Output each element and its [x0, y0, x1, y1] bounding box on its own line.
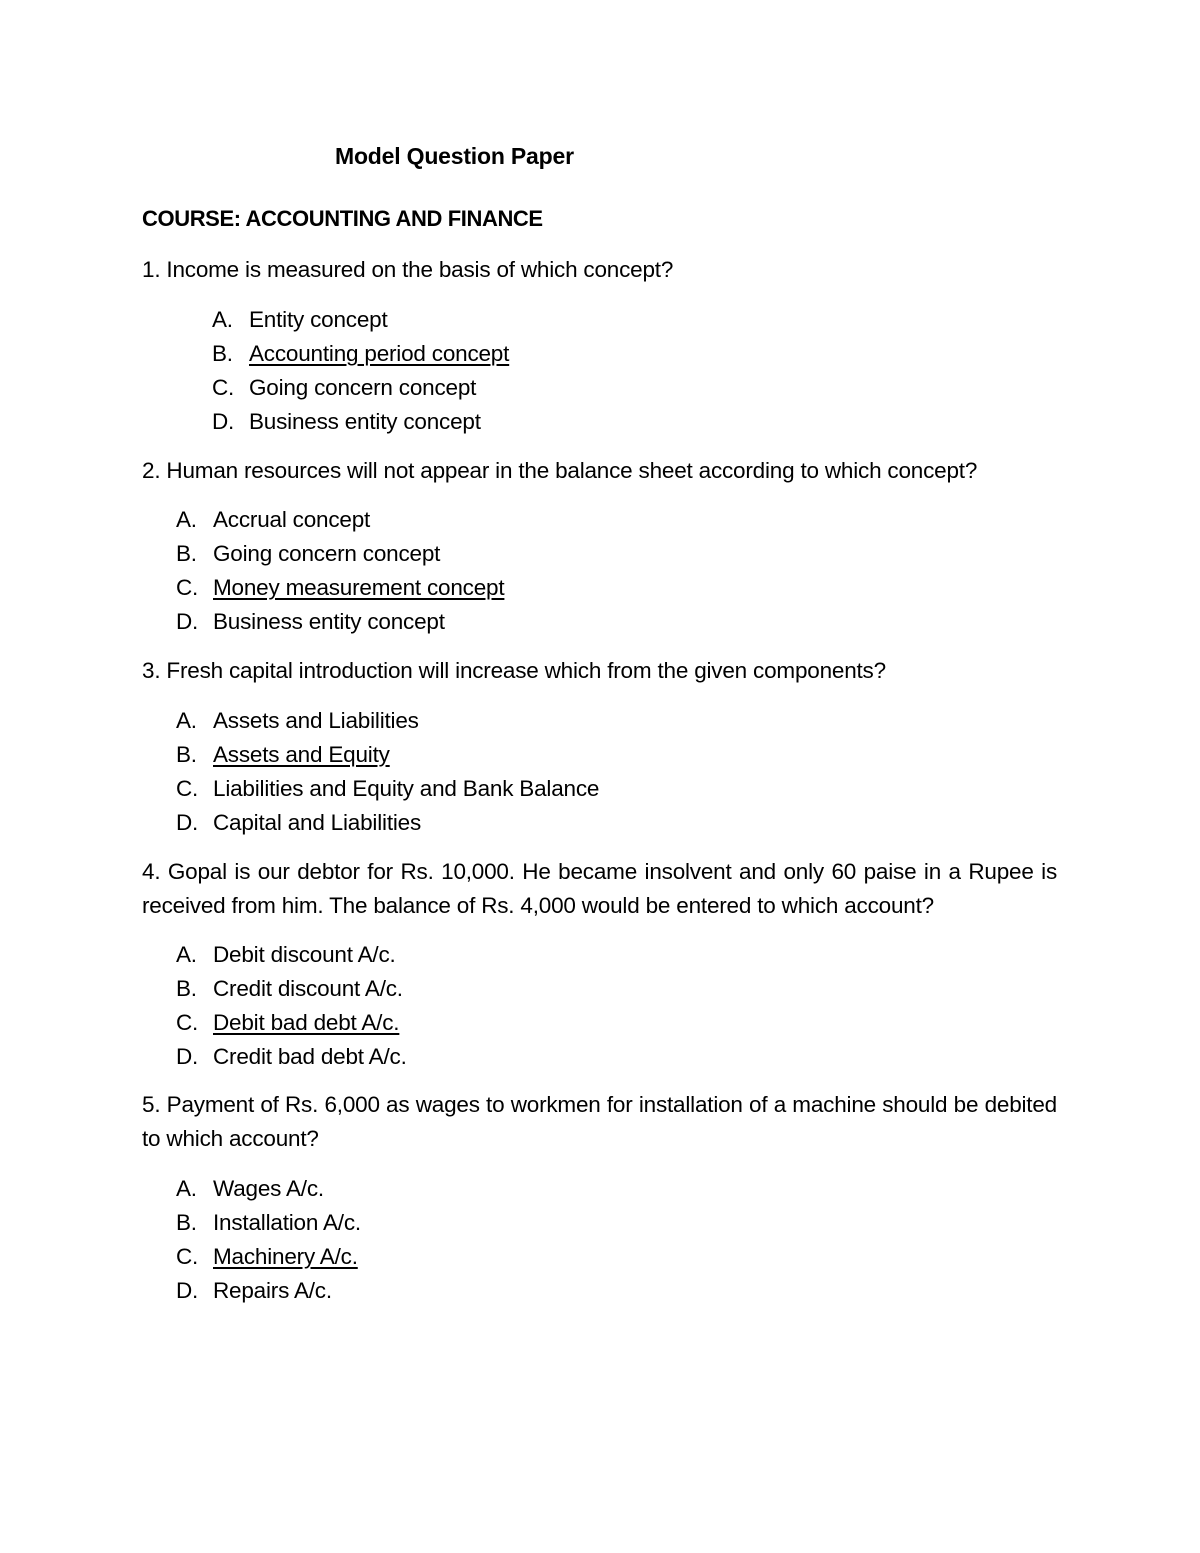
option-text: Accrual concept	[213, 507, 371, 532]
option-text: Machinery A/c.	[213, 1244, 358, 1269]
option-1c	[212, 371, 509, 405]
option-2a	[176, 503, 504, 537]
option-text: Debit bad debt A/c.	[213, 1010, 400, 1035]
option-letter: A.	[176, 1176, 197, 1201]
option-letter: D.	[212, 409, 235, 434]
option-4b	[176, 972, 407, 1006]
option-text: Money measurement concept	[213, 575, 505, 600]
option-letter: A.	[212, 307, 233, 332]
page-title: Model Question Paper	[335, 143, 574, 169]
option-letter: A.	[176, 507, 197, 532]
option-letter: B.	[176, 976, 197, 1001]
option-letter: C.	[176, 776, 199, 801]
option-text: Entity concept	[249, 307, 388, 332]
option-5b	[176, 1206, 361, 1240]
option-letter: A.	[176, 942, 197, 967]
option-text: Credit discount A/c.	[213, 976, 403, 1001]
option-2b	[176, 537, 504, 571]
option-letter: C.	[176, 575, 199, 600]
option-text: Going concern concept	[213, 541, 441, 566]
option-letter: B.	[176, 1210, 197, 1235]
option-text: Installation A/c.	[213, 1210, 361, 1235]
question-3: 3. Fresh capital introduction will increase which from the given components?	[142, 658, 886, 683]
option-text: Going concern concept	[249, 375, 477, 400]
option-text: Credit bad debt A/c.	[213, 1044, 407, 1069]
option-2c-underlined	[176, 571, 504, 605]
option-text: Debit discount A/c.	[213, 942, 396, 967]
option-letter: D.	[176, 609, 199, 634]
option-3c	[176, 772, 599, 806]
question-5: 5. Payment of Rs. 6,000 as wages to workmen for installation of a machine should be debited to which account?	[142, 1092, 1057, 1151]
option-text: Capital and Liabilities	[213, 810, 422, 835]
option-4d	[176, 1040, 407, 1074]
option-letter: B.	[212, 341, 233, 366]
question-2: 2. Human resources will not appear in the balance sheet according to which concept?	[142, 458, 978, 483]
course-heading: COURSE: ACCOUNTING AND FINANCE	[142, 206, 543, 231]
option-3b-underlined	[176, 738, 599, 772]
question-1: 1. Income is measured on the basis of which concept?	[142, 257, 674, 282]
option-letter: C.	[176, 1010, 199, 1035]
question-4: 4. Gopal is our debtor for Rs. 10,000. He became insolvent and only 60 paise in a Rupee is received from him. The balance of Rs. 4,000 would be entered to which account?	[142, 859, 1057, 918]
option-2d	[176, 605, 504, 639]
option-1d	[212, 405, 509, 439]
options-question-5	[176, 1172, 361, 1308]
option-text: Accounting period concept	[249, 341, 510, 366]
option-text: Liabilities and Equity and Bank Balance	[213, 776, 600, 801]
options-question-2	[176, 503, 504, 639]
option-letter: D.	[176, 1044, 199, 1069]
option-1b-underlined	[212, 337, 509, 371]
option-letter: D.	[176, 810, 199, 835]
option-letter: D.	[176, 1278, 199, 1303]
option-text: Wages A/c.	[213, 1176, 324, 1201]
option-5c-underlined	[176, 1240, 361, 1274]
option-5a	[176, 1172, 361, 1206]
option-letter: C.	[212, 375, 235, 400]
option-text: Business entity concept	[213, 609, 445, 634]
options-question-3	[176, 704, 599, 840]
option-1a	[212, 303, 509, 337]
option-4a	[176, 938, 407, 972]
option-letter: A.	[176, 708, 197, 733]
option-text: Business entity concept	[249, 409, 481, 434]
option-letter: C.	[176, 1244, 199, 1269]
option-letter: B.	[176, 541, 197, 566]
option-text: Assets and Equity	[213, 742, 390, 767]
options-question-4	[176, 938, 407, 1074]
option-3a	[176, 704, 599, 738]
option-letter: B.	[176, 742, 197, 767]
option-text: Repairs A/c.	[213, 1278, 332, 1303]
option-text: Assets and Liabilities	[213, 708, 419, 733]
options-question-1	[212, 303, 509, 439]
option-5d	[176, 1274, 361, 1308]
option-4c-underlined	[176, 1006, 407, 1040]
option-3d	[176, 806, 599, 840]
